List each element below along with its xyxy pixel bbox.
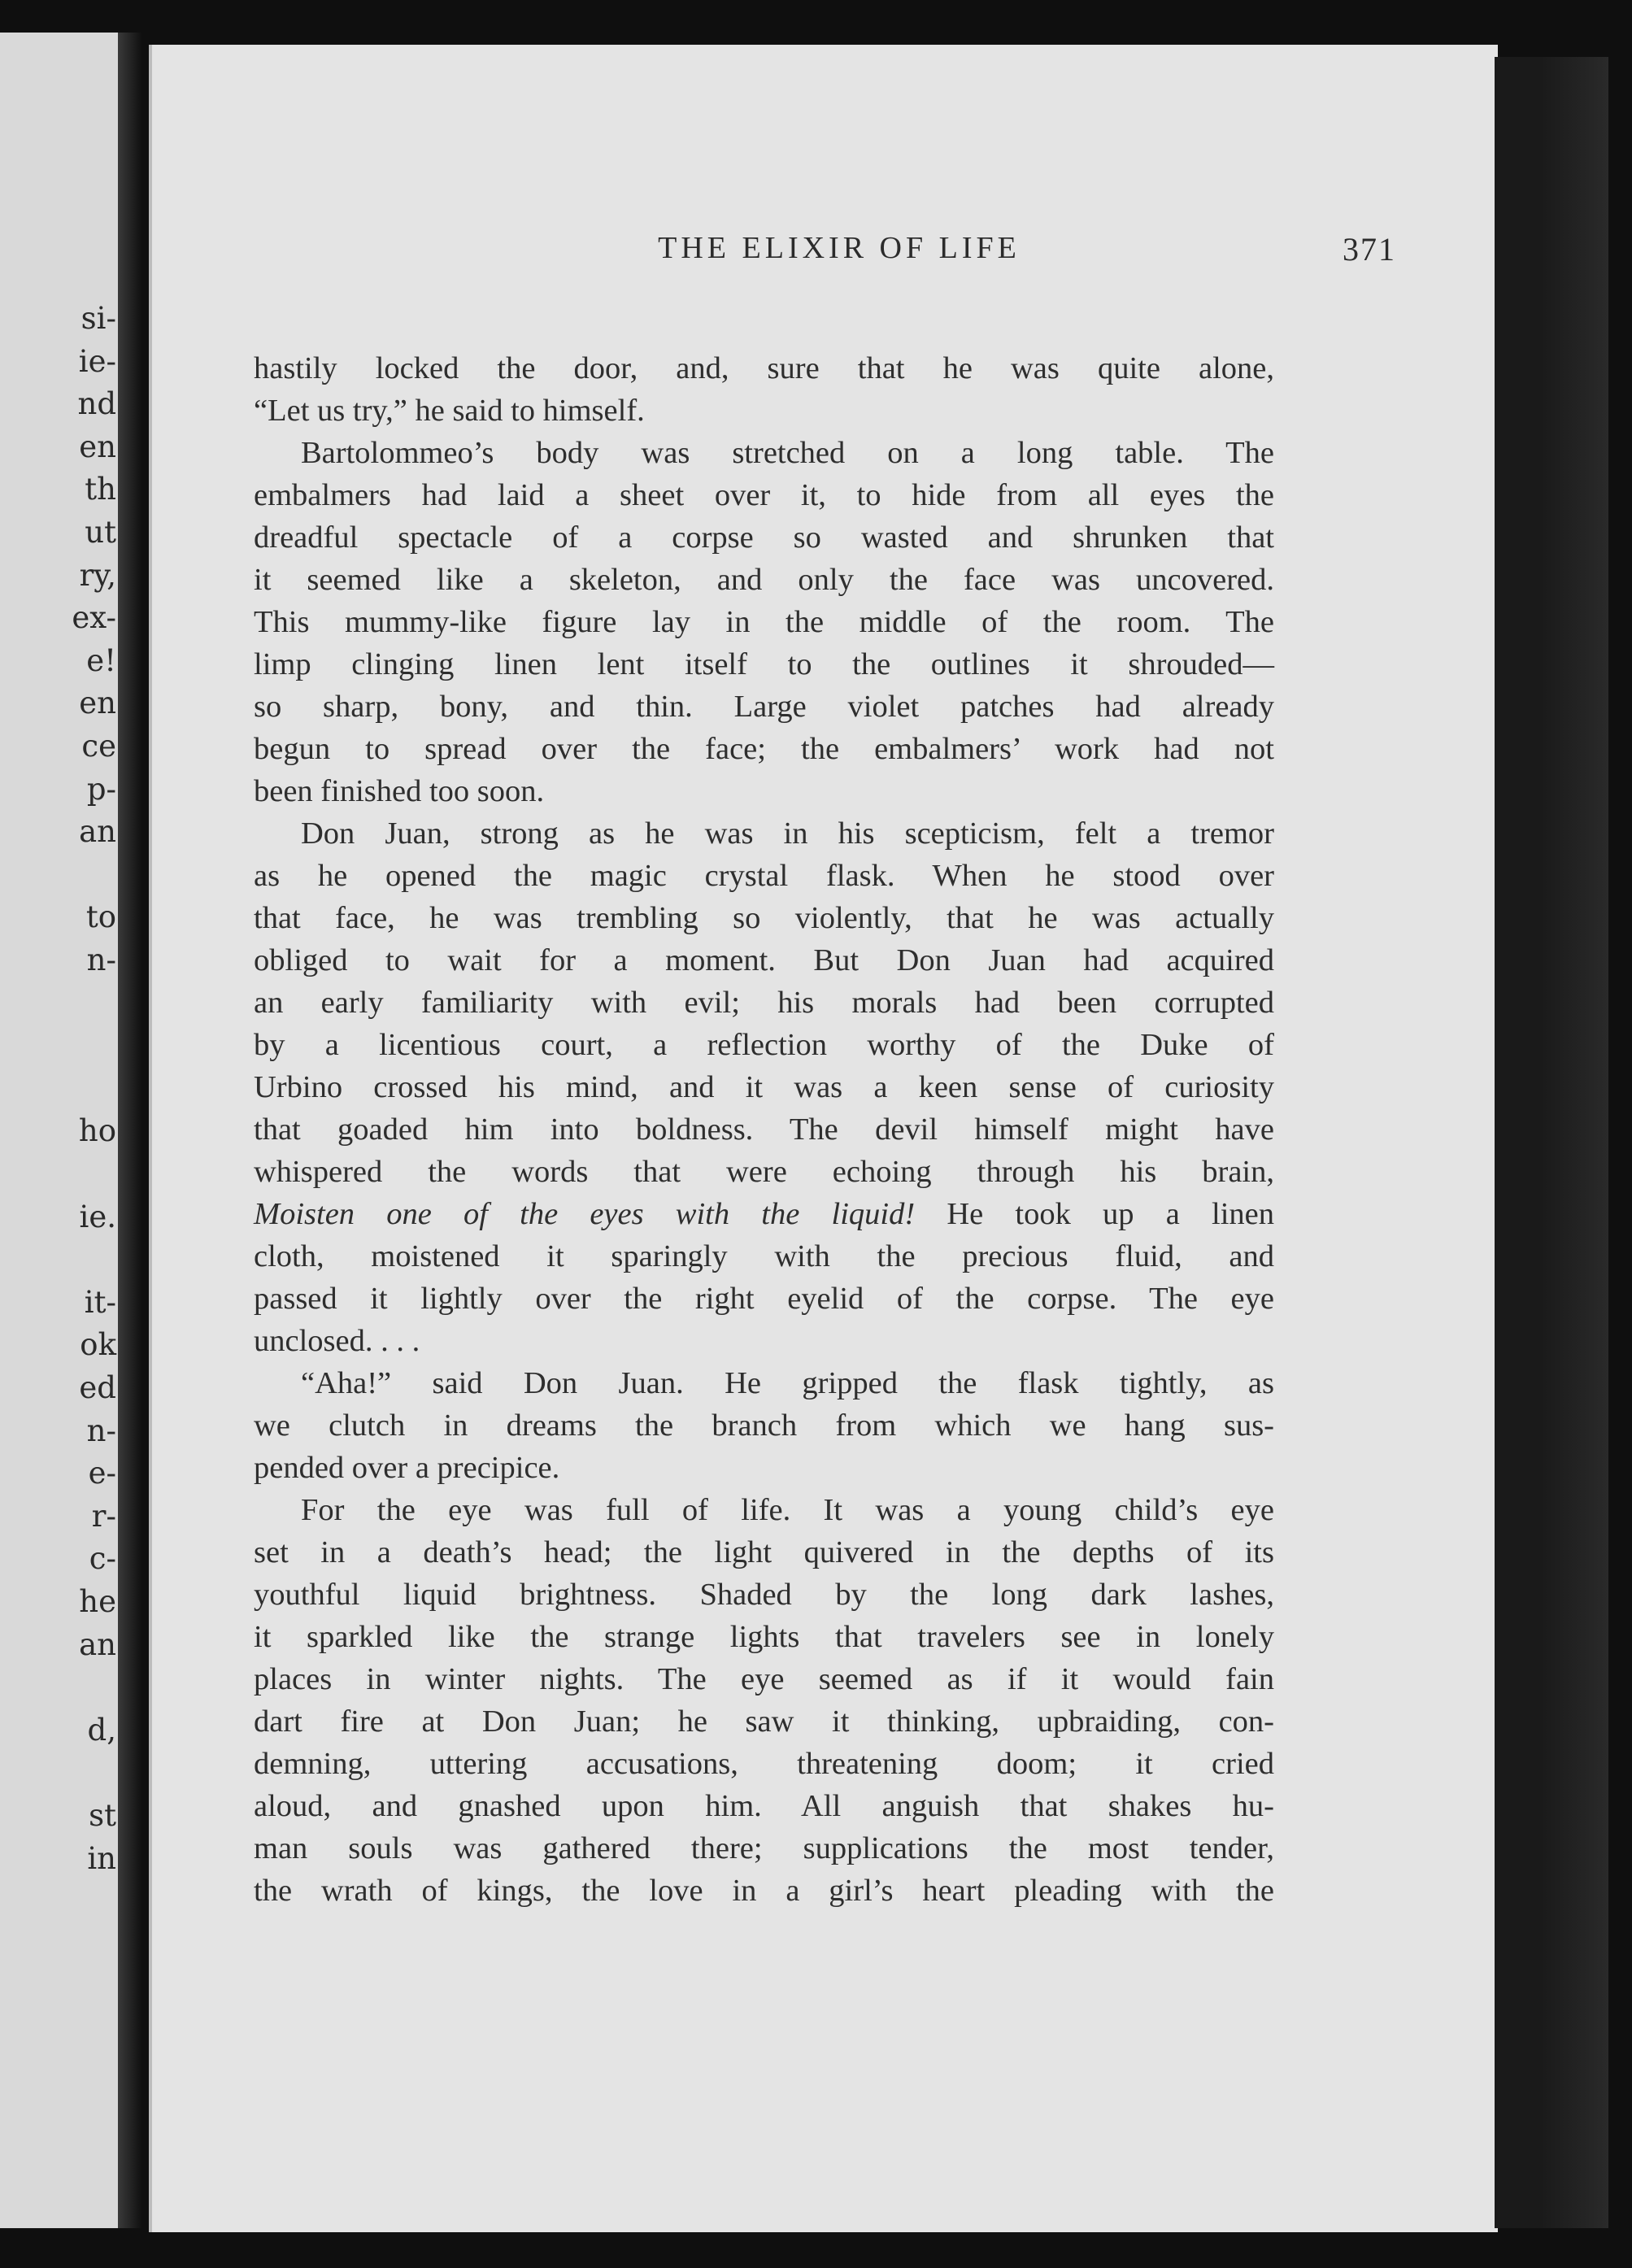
left-page-fragment: si- [81, 301, 116, 336]
text-line: Urbino crossed his mind, and it was a keen sense of curiosity [254, 1070, 1274, 1104]
running-head: THE ELIXIR OF LIFE [658, 231, 1021, 265]
book-gutter [118, 33, 142, 2228]
text-line: “Aha!” said Don Juan. He gripped the flask tightly, as [301, 1366, 1274, 1400]
text-line: “Let us try,” he said to himself. [254, 394, 645, 428]
left-page-fragment: ex- [72, 600, 116, 636]
text-line: For the eye was full of life. It was a young child’s eye [301, 1493, 1274, 1527]
italic-phrase: Moisten one of the eyes with the liquid! [254, 1197, 916, 1231]
left-facing-page [0, 33, 118, 2228]
text-line: dart fire at Don Juan; he saw it thinking, upbraiding, con- [254, 1704, 1274, 1739]
left-page-fragment: n- [86, 942, 116, 977]
text-line: the wrath of kings, the love in a girl’s heart pleading with the [254, 1874, 1274, 1908]
book-page [149, 45, 1498, 2232]
left-page-fragment: d, [87, 1712, 116, 1748]
left-page-fragment: e! [86, 642, 116, 678]
text-line: demning, uttering accusations, threatening doom; it cried [254, 1747, 1274, 1781]
left-page-fragment: r- [91, 1498, 116, 1534]
text-line: unclosed. . . . [254, 1324, 420, 1358]
text-line: been finished too soon. [254, 774, 545, 808]
text-line: hastily locked the door, and, sure that he was quite alone, [254, 351, 1274, 385]
text-line: places in winter nights. The eye seemed as if it would fain [254, 1662, 1274, 1696]
text-line: passed it lightly over the right eyelid of the corpse. The eye [254, 1282, 1274, 1316]
left-page-fragment: an [79, 814, 116, 850]
text-line: as he opened the magic crystal flask. When he stood over [254, 859, 1274, 893]
page-header [282, 230, 1396, 279]
left-page-fragment: e- [88, 1456, 116, 1491]
text-line: dreadful spectacle of a corpse so wasted and shrunken that [254, 520, 1274, 555]
left-page-fragment: ie. [79, 1199, 116, 1234]
left-page-fragment: he [79, 1584, 116, 1619]
left-page-fragment: ut [85, 515, 116, 550]
text-line: by a licentious court, a reflection worthy of the Duke of [254, 1028, 1274, 1062]
left-page-fragment: nd [77, 386, 116, 422]
text-line: it sparkled like the strange lights that travelers see in lonely [254, 1620, 1274, 1654]
left-page-fragment: ie- [78, 343, 116, 379]
text-line: it seemed like a skeleton, and only the face was uncovered. [254, 563, 1274, 597]
text-line: youthful liquid brightness. Shaded by the long dark lashes, [254, 1578, 1274, 1612]
body-text [254, 347, 1274, 1912]
page-number: 371 [1343, 231, 1396, 268]
text-line: This mummy-like figure lay in the middle of the room. The [254, 605, 1274, 639]
left-page-fragment: en [79, 429, 116, 464]
text-line: obliged to wait for a moment. But Don Juan had acquired [254, 943, 1274, 977]
left-page-fragment: to [85, 899, 116, 935]
left-page-fragment: it- [84, 1284, 116, 1320]
left-page-fragment: en [79, 686, 116, 721]
left-page-fragment: p- [86, 771, 116, 807]
text-line: pended over a precipice. [254, 1451, 560, 1485]
text-line: man souls was gathered there; supplications the most tender, [254, 1831, 1274, 1865]
left-page-fragment: ho [78, 1113, 116, 1149]
text-line: we clutch in dreams the branch from which we hang sus- [254, 1408, 1274, 1443]
text-line: Bartolommeo’s body was stretched on a long table. The [301, 436, 1274, 470]
left-page-fragment: c- [89, 1541, 116, 1577]
left-page-fragment: ce [81, 729, 116, 764]
line-text: He took up a linen [915, 1197, 1274, 1231]
text-line: aloud, and gnashed upon him. All anguish that shakes hu- [254, 1789, 1274, 1823]
text-line: cloth, moistened it sparingly with the precious fluid, and [254, 1239, 1274, 1273]
text-line: an early familiarity with evil; his morals had been corrupted [254, 986, 1274, 1020]
text-line: set in a death’s head; the light quivered in the depths of its [254, 1535, 1274, 1569]
page-edge-shadow [1495, 57, 1608, 2228]
text-line: embalmers had laid a sheet over it, to hide from all eyes the [254, 478, 1274, 512]
left-page-fragment: ed [79, 1370, 116, 1405]
text-line [254, 1193, 1274, 1235]
text-line: whispered the words that were echoing through his brain, [254, 1155, 1274, 1189]
left-page-fragment: th [85, 472, 116, 507]
text-line: Don Juan, strong as he was in his scepticism, felt a tremor [301, 816, 1274, 851]
left-page-fragment: st [89, 1798, 116, 1833]
text-line: that goaded him into boldness. The devil himself might have [254, 1112, 1274, 1147]
left-page-fragment: an [79, 1626, 116, 1662]
text-line: limp clinging linen lent itself to the outlines it shrouded— [254, 647, 1274, 681]
left-page-fragment: n- [86, 1413, 116, 1448]
text-line: so sharp, bony, and thin. Large violet patches had already [254, 690, 1274, 724]
left-page-fragment: ok [80, 1327, 116, 1363]
text-line: begun to spread over the face; the embalmers’ work had not [254, 732, 1274, 766]
left-page-fragment: ry, [79, 557, 116, 593]
text-line: that face, he was trembling so violently, that he was actually [254, 901, 1274, 935]
left-page-fragment: in [87, 1840, 116, 1876]
